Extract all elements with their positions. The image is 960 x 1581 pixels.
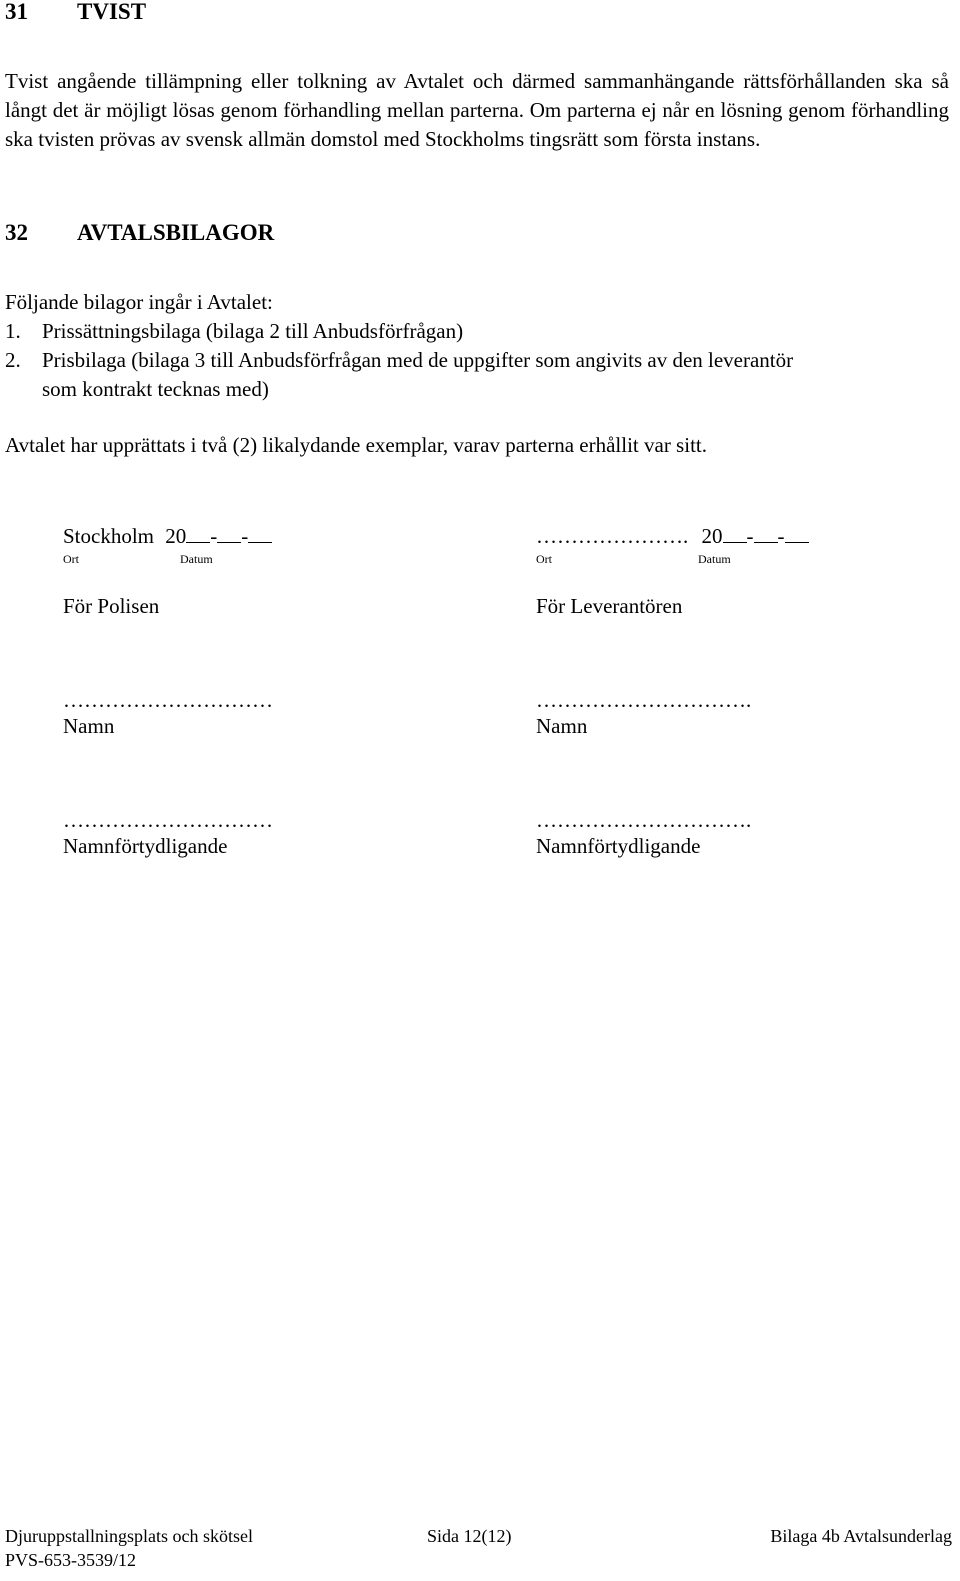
left-date-caption: Datum xyxy=(180,552,213,566)
section-32-title: AVTALSBILAGOR xyxy=(77,220,275,245)
attachment-item-text: Prissättningsbilaga (bilaga 2 till Anbudsförfrågan) xyxy=(42,319,464,343)
right-name-line: …………………………. xyxy=(536,688,752,712)
right-place-caption: Ort xyxy=(536,552,552,566)
footer-page-number: Sida 12(12) xyxy=(427,1526,512,1546)
right-clarification-line: …………………………. xyxy=(536,808,752,832)
section-32-number: 32 xyxy=(5,220,28,245)
right-place-date-line xyxy=(536,524,809,549)
section-31-title: TVIST xyxy=(77,0,147,24)
left-clarification-line: ………………………… xyxy=(63,808,273,832)
right-date-blank[interactable] xyxy=(754,524,778,543)
left-date-blank[interactable] xyxy=(186,524,210,543)
left-date-blank[interactable] xyxy=(217,524,241,543)
right-name-label: Namn xyxy=(536,714,588,738)
left-name-line: ………………………… xyxy=(63,688,273,712)
left-name-label: Namn xyxy=(63,714,115,738)
left-date-sep: - xyxy=(241,524,249,548)
section-32-heading xyxy=(5,220,274,246)
left-clarification-label: Namnförtydligande xyxy=(63,834,228,858)
footer-reference: PVS-653-3539/12 xyxy=(5,1550,137,1570)
attachments-intro: Följande bilagor ingår i Avtalet: xyxy=(5,290,273,314)
copies-statement: Avtalet har upprättats i två (2) likalydande exemplar, varav parterna erhållit var sitt. xyxy=(5,433,707,457)
right-place: …………………. xyxy=(536,524,689,548)
footer-left: Djuruppstallningsplats och skötsel xyxy=(5,1526,253,1546)
right-date-blank[interactable] xyxy=(723,524,747,543)
left-date-prefix: 20 xyxy=(165,524,187,548)
attachment-item-text: Prisbilaga (bilaga 3 till Anbudsförfrågan med de uppgifter som angivits av den leverantör xyxy=(42,348,794,372)
attachment-item xyxy=(5,319,463,344)
left-date-blank[interactable] xyxy=(248,524,272,543)
left-place-date-line xyxy=(63,524,272,549)
attachment-item-number: 1. xyxy=(5,319,21,343)
section-31-paragraph: Tvist angående tillämpning eller tolkning av Avtalet och därmed sammanhängande rättsförhållanden ska så långt det är möjligt lösas genom förhandling mellan parterna. Om parterna ej når en lösning genom förhandling ska tvisten prövas av svensk allmän domstol med Stockholms tingsrätt som första instans. xyxy=(5,69,949,151)
right-date-sep: - xyxy=(746,524,754,548)
attachment-item-continuation: som kontrakt tecknas med) xyxy=(42,377,269,401)
attachment-item-number: 2. xyxy=(5,348,21,372)
right-party: För Leverantören xyxy=(536,594,683,618)
right-date-prefix: 20 xyxy=(701,524,723,548)
right-date-caption: Datum xyxy=(698,552,731,566)
section-31-number: 31 xyxy=(5,0,28,24)
right-date-sep: - xyxy=(777,524,785,548)
left-party: För Polisen xyxy=(63,594,160,618)
footer-right: Bilaga 4b Avtalsunderlag xyxy=(770,1526,952,1546)
section-31-heading xyxy=(5,0,146,25)
attachment-item xyxy=(5,348,793,373)
right-clarification-label: Namnförtydligande xyxy=(536,834,701,858)
left-date-sep: - xyxy=(210,524,218,548)
right-date-blank[interactable] xyxy=(785,524,809,543)
left-place-caption: Ort xyxy=(63,552,79,566)
left-place: Stockholm xyxy=(63,524,155,548)
